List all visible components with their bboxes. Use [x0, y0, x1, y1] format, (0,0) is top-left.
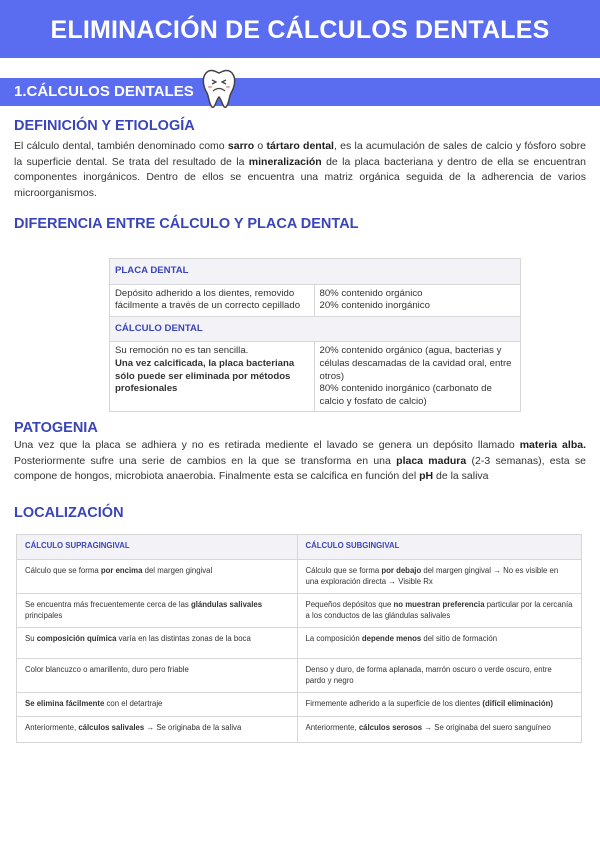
- placa-header: PLACA DENTAL: [110, 259, 521, 285]
- section-bar: [0, 78, 600, 106]
- subgingival-header: CÁLCULO SUBGINGIVAL: [297, 535, 581, 560]
- calculo-description: Su remoción no es tan sencilla. Una vez calcificada, la placa bacteriana sólo puede ser eliminada por métodos profesionales: [110, 342, 315, 412]
- definicion-paragraph: El cálculo dental, también denominado como sarro o tártaro dental, es la acumulación de sales de calcio y fósforo sobre la superficie dental. Se trata del resultado de la mineralización de la placa bacteriana y dentro de ella se encuentran componentes inorgánicos. Dentro de ellos se encuentra una matriz orgánica seguida de la adherencia de varios microorganismos.: [14, 140, 586, 199]
- section-title: 1.CÁLCULOS DENTALES: [14, 83, 194, 100]
- table-row: Su composición química varía en las distintas zonas de la boca La composición depende menos del sitio de formación: [17, 628, 582, 659]
- patogenia-paragraph: Una vez que la placa se adhiera y no es retirada mediente el lavado se genera un depósito llamado materia alba. Posteriormente sufre una serie de cambios en la que se transforma en una placa madura (2-3 semanas), esta se compone de hongos, microbiota anaerobia. Finalmente esta se calcifica en función del pH de la saliva: [14, 439, 587, 482]
- diferencia-heading: DIFERENCIA ENTRE CÁLCULO Y PLACA DENTAL: [14, 216, 359, 232]
- table-row: Cálculo que se forma por encima del margen gingival Cálculo que se forma por debajo del margen gingival → No es visible en una exploración directa → Visible Rx: [17, 560, 582, 594]
- patogenia-heading: PATOGENIA: [14, 420, 98, 436]
- placa-calculo-table: [109, 258, 521, 412]
- placa-composition: 80% contenido orgánico 20% contenido inorgánico: [314, 284, 520, 316]
- table-row: Color blancuzco o amarillento, duro pero friable Denso y duro, de forma aplanada, marrón oscuro o verde oscuro, entre pardo y negro: [17, 659, 582, 693]
- table-row: Anteriormente, cálculos salivales → Se originaba de la saliva Anteriormente, cálculos serosos → Se originaba del suero sanguíneo: [17, 717, 582, 743]
- table-row: Se elimina fácilmente con el detartraje Firmemente adherido a la superficie de los dientes (difícil eliminación): [17, 693, 582, 717]
- table-row: Se encuentra más frecuentemente cerca de las glándulas salivales principales Pequeños depósitos que no muestran preferencia particular por la cercanía a los conductos de las glándulas salivales: [17, 594, 582, 628]
- localizacion-heading: LOCALIZACIÓN: [14, 505, 124, 521]
- definicion-heading: DEFINICIÓN Y ETIOLOGÍA: [14, 118, 195, 134]
- calculo-header: CÁLCULO DENTAL: [110, 316, 521, 342]
- sad-tooth-icon: [197, 66, 241, 110]
- localizacion-table: [16, 534, 582, 743]
- calculo-composition: 20% contenido orgánico (agua, bacterias y células descamadas de la cavidad oral, entre otros) 80% contenido inorgánico (carbonato de calcio y fosfato de calcio): [314, 342, 520, 412]
- supragingival-header: CÁLCULO SUPRAGINGIVAL: [17, 535, 298, 560]
- title-banner: [0, 0, 600, 58]
- placa-description: Depósito adherido a los dientes, removido fácilmente a través de un correcto cepillado: [110, 284, 315, 316]
- page-title: ELIMINACIÓN DE CÁLCULOS DENTALES: [50, 16, 550, 44]
